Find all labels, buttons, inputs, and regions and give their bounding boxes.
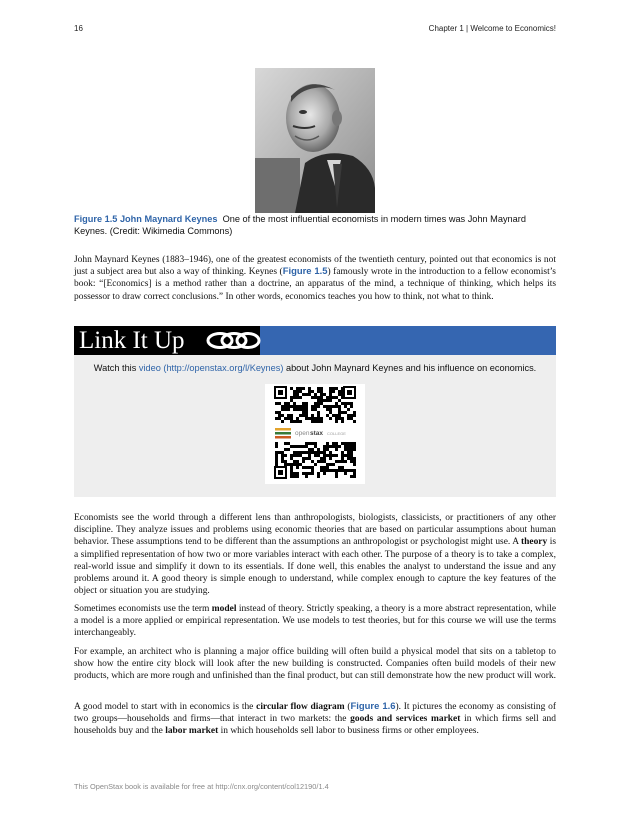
figure-label: Figure 1.5 John Maynard Keynes <box>74 214 218 224</box>
paragraph-model: Sometimes economists use the term model instead of theory. Strictly speaking, a theory is a more abstract representation, while a model is a more applied or empirical representation. We use models to test theories, but for this course we will use the terms interchangeably. <box>74 604 557 639</box>
link-it-up-box <box>74 326 556 497</box>
figure-ref-link[interactable]: Figure 1.5 <box>282 266 328 278</box>
page-footer: This OpenStax book is available for free at http://cnx.org/content/col12190/1.4 <box>74 782 329 791</box>
link-it-up-text: Watch this video (http://openstax.org/l/Keynes) about John Maynard Keynes and his influence on economics. <box>93 363 537 373</box>
paragraph-circular-flow: A good model to start with in economics is the circular flow diagram (Figure 1.6). It pictures the economy as consisting of two groups—households and firms—that interact in two markets: the goods and services market in which firms sell and households buy and the labor market in which households sell labor to business firms or other employees. <box>74 701 556 737</box>
qr-brand-college: COLLEGE <box>327 431 346 436</box>
figure-caption-text: One of the most influential economists in modern times was John Maynard Keynes. (Credit: Wikimedia Commons) <box>74 214 526 236</box>
running-head: Chapter 1 | Welcome to Economics! <box>428 24 556 33</box>
page-number: 16 <box>74 24 83 33</box>
link-it-up-banner <box>74 326 556 355</box>
qr-code[interactable] <box>265 384 365 484</box>
term-theory: theory <box>521 537 548 548</box>
portrait-image <box>255 68 375 213</box>
paragraph-theory: Economists see the world through a different lens than anthropologists, biologists, classicists, or practitioners of any other discipline. They analyze issues and problems using economic theories that are based on particular assumptions about human behavior. These assumptions tend to be different than the assumptions an anthropologist or psychologist might use. A theory is a simplified representation of how two or more variables interact with each other. The purpose of a theory is to take a complex, real-world issue and simplify it down to its essentials. If done well, this enables the analyst to understand the issue and any problems around it. A good theory is simple enough to understand, while complex enough to capture the key features of the object or situation you are studying. <box>74 513 556 597</box>
term-labor-market: labor market <box>165 726 219 737</box>
qr-brand-open: open <box>295 430 310 437</box>
qr-brand-stax: stax <box>310 430 324 437</box>
qr-code-image <box>265 384 365 484</box>
paragraph-keynes: John Maynard Keynes (1883–1946), one of the greatest economists of the twentieth century, pointed out that economics is not just a subject area but also a way of thinking. Keynes (Figure 1.5) famously wrote in the introduction to a fellow economist’s book: “[Economics] is a method rather than a doctrine, an apparatus of the mind, a technique of thinking, which helps its possessor to draw correct conclusions.” In other words, economics teaches you how to think, not what to think. <box>74 255 556 302</box>
term-circular-flow: circular flow diagram <box>256 702 345 712</box>
paragraph-architect: For example, an architect who is planning a major office building will often build a physical model that sits on a tabletop to show how the entire city block will look after the new building is constructed. Companies often build models of their new products, which are more rough and unfinished than the final product, but can still demonstrate how the new product will work. <box>74 647 556 682</box>
figure-caption <box>74 214 556 237</box>
link-it-up-title: Link It Up <box>79 327 185 354</box>
keynes-photo <box>255 68 375 213</box>
term-model: model <box>211 604 237 614</box>
video-link[interactable]: video (http://openstax.org/l/Keynes) <box>138 363 284 373</box>
term-goods-services-market: goods and services market <box>350 714 461 725</box>
chain-link-icon <box>204 328 262 353</box>
figure-ref-link-1-6[interactable]: Figure 1.6 <box>350 701 396 712</box>
